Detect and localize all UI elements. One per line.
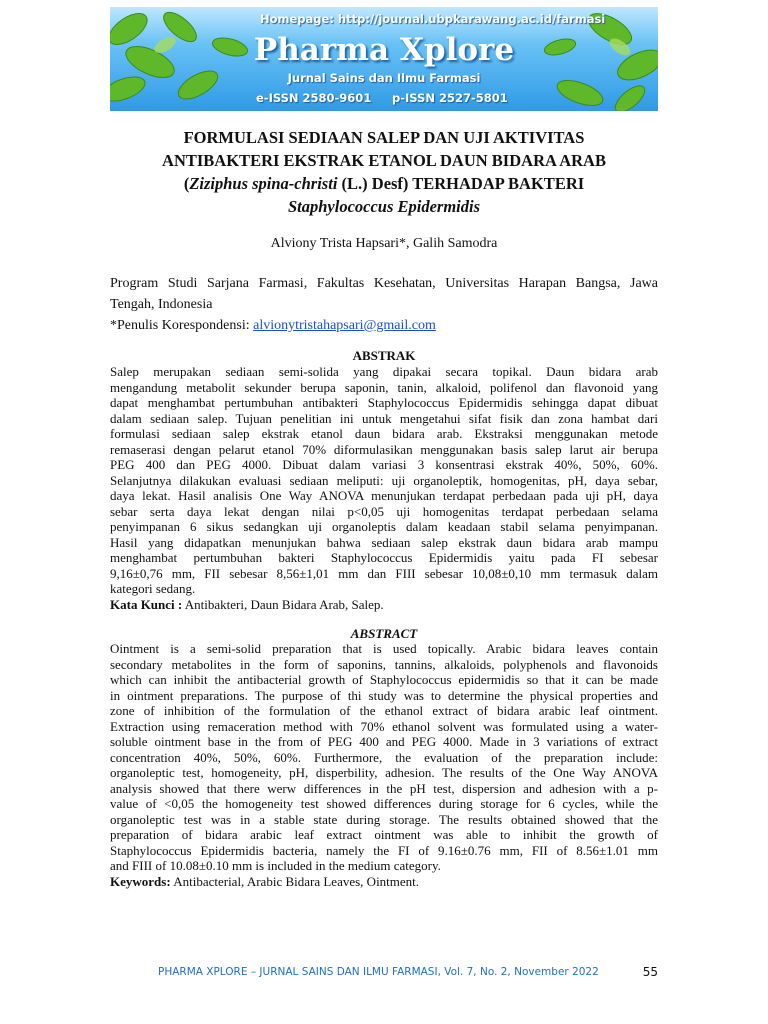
footer-journal: PHARMA XPLORE – JURNAL SAINS DAN ILMU FARMASI, Vol. 7, No. 2, November 2022: [158, 966, 599, 978]
keywords-list: Antibakteri, Daun Bidara Arab, Salep.: [182, 596, 384, 612]
body-line: 9,16±0,76 mm, FII sebesar 8,56±1,01 mm dan FIII sebesar 10,08±0,10 mm termasuk dalam: [110, 565, 658, 581]
body-line: formulasi sediaan salep ekstrak etanol daun bidara arab. Ekstraksi menggunakan metode: [110, 426, 658, 441]
affiliation-line: Program Studi Sarjana Farmasi, Fakultas Kesehatan, Universitas Harapan Bangsa, Jawa: [110, 276, 658, 291]
body-line: mengandung metabolit sekunder berupa saponin, tanin, alkaloid, polifenol dan flavonoid yang: [110, 379, 658, 395]
title-paren: (: [183, 174, 190, 193]
p-issn: p-ISSN 2527-5801: [392, 91, 508, 105]
correspondence-label: *Penulis Korespondensi:: [110, 318, 254, 333]
authors: Alviony Trista Hapsari*, Galih Samodra: [270, 236, 498, 251]
title-line-rest: (L.) Desf) TERHADAP BAKTERI: [337, 174, 585, 193]
journal-title: Pharma Xplore: [253, 32, 515, 68]
keywords: [110, 874, 658, 890]
abstract-body: [110, 641, 658, 889]
body-line: penyimpanan 6 sikus sedangkan uji organoleptis dalam keadaan stabil selama penyimpanan.: [110, 519, 658, 534]
title-line: ANTIBAKTERI EKSTRAK ETANOL DAUN BIDARA ARAB: [162, 151, 606, 170]
body-line: PEG 400 dan PEG 4000. Dibuat dalam variasi 3 konsentrasi ekstrak 40%, 50%, 60%.: [110, 457, 658, 472]
keywords-list: Antibacterial, Arabic Bidara Leaves, Ointment.: [170, 873, 420, 889]
body-line: organoleptic test was in a stable state during storage. The results obtained showed that the: [110, 811, 658, 827]
body-line: kategori sedang.: [110, 581, 196, 596]
body-line: concentration 40%, 50%, 60%. Furthermore, the evaluation of the preparation include:: [110, 749, 658, 765]
title-line: [110, 172, 658, 195]
body-line: which can inhibit the antibacterial growth of Staphylococcus epidermidis so that it can be made: [110, 672, 658, 687]
body-line: Selanjutnya dilakukan evaluasi sediaan meliputi: uji organoleptik, homogenitas, pH, daya sebar,: [110, 472, 658, 488]
e-issn: e-ISSN 2580-9601: [256, 91, 372, 105]
body-line: secondary metabolites in the form of saponins, tannins, alkaloids, polyphenols and flavonoids: [110, 656, 658, 672]
body-line: analysis showed that there werw differences in the pH test, dispersion and adhesion with a p-: [110, 780, 658, 796]
bacteria-name: Staphylococcus Epidermidis: [287, 197, 481, 216]
body-line: sebar serta daya lekat dengan nilai p<0,05 uji homogenitas terdapat perbedaan selama: [110, 503, 658, 519]
body-line: Hasil yang didapatkan menunjukan bahwa sediaan salep ekstrak daun bidara arab mampu: [110, 534, 658, 550]
body-line: Salep merupakan sediaan semi-solida yang dipakai secara topikal. Daun bidara arab: [110, 364, 658, 379]
journal-subtitle: Jurnal Sains dan Ilmu Farmasi: [287, 71, 481, 85]
abstract-heading: ABSTRACT: [350, 626, 418, 641]
body-line: remaserasi dengan pelarut etanol 70% diformulasikan menggunakan basis salep larut air berupa: [110, 441, 658, 457]
body-line: menghambat pertumbuhan bakteri Staphylococcus Epidermidis yaitu pada FI sebesar: [110, 550, 658, 565]
journal-homepage: Homepage: http://journal.ubpkarawang.ac.id/farmasi: [260, 12, 606, 26]
body-line: dapat menghambat pertumbuhan antibakteri Staphylococcus Epidermidis sehingga dapat dibuat: [110, 395, 658, 410]
species-name: Ziziphus spina-christi: [189, 174, 338, 193]
paper-title: [110, 126, 658, 218]
body-line: zone of inhibition of the formulation of the ethanol extract of bidara arabic leaf ointment.: [110, 703, 658, 718]
email-link[interactable]: alvionytristahapsari@gmail.com: [253, 318, 436, 333]
keywords: [110, 597, 658, 613]
body-line: Ointment is a semi-solid preparation that is used topically. Arabic bidara leaves contain: [110, 641, 658, 656]
body-line: Staphylococcus Epidermidis bacteria, namely the FI of 9.16±0.76 mm, FII of 8.56±1.01 mm: [110, 842, 658, 858]
journal-banner: [110, 7, 658, 111]
abstrak-heading: ABSTRAK: [352, 348, 416, 363]
body-line: value of <0,05 the homogeneity test showed differences during storage for 6 cycles, while the: [110, 796, 658, 811]
body-line: Extraction using remaceration method with 70% ethanol solvent was formulated using a water-: [110, 718, 658, 734]
keywords-label: Kata Kunci :: [110, 596, 183, 612]
body-line: dalam sediaan salep. Tujuan penelitian ini untuk mengetahui sifat fisik dan zona hambat dari: [110, 410, 658, 426]
page-number: 55: [642, 965, 658, 979]
body-line: soluble ointment base in the from of PEG 400 and PEG 4000. Made in 3 variations of extract: [110, 734, 658, 749]
title-line: FORMULASI SEDIAAN SALEP DAN UJI AKTIVITAS: [183, 128, 585, 147]
affiliation: [110, 273, 658, 336]
body-line: organoleptic test, homogeneity, pH, disperbility, adhesion. The results of the One Way ANOVA: [110, 765, 658, 780]
keywords-label: Keywords:: [110, 873, 171, 889]
body-line: daya lekat. Hasil analisis One Way ANOVA menunjukan terdapat perbedaan pada uji pH, daya: [110, 488, 658, 503]
abstrak-body: [110, 364, 658, 612]
body-line: preparation of bidara arabic leaf extract ointment was able to inhibit the growth of: [110, 827, 658, 842]
body-line: in ointment preparations. The purpose of thi study was to determine the physical properties and: [110, 687, 658, 703]
correspondence: [110, 315, 658, 336]
affiliation-line: Tengah, Indonesia: [110, 297, 213, 312]
body-line: and FIII of 10.08±0.10 mm is included in the medium category.: [110, 858, 441, 873]
